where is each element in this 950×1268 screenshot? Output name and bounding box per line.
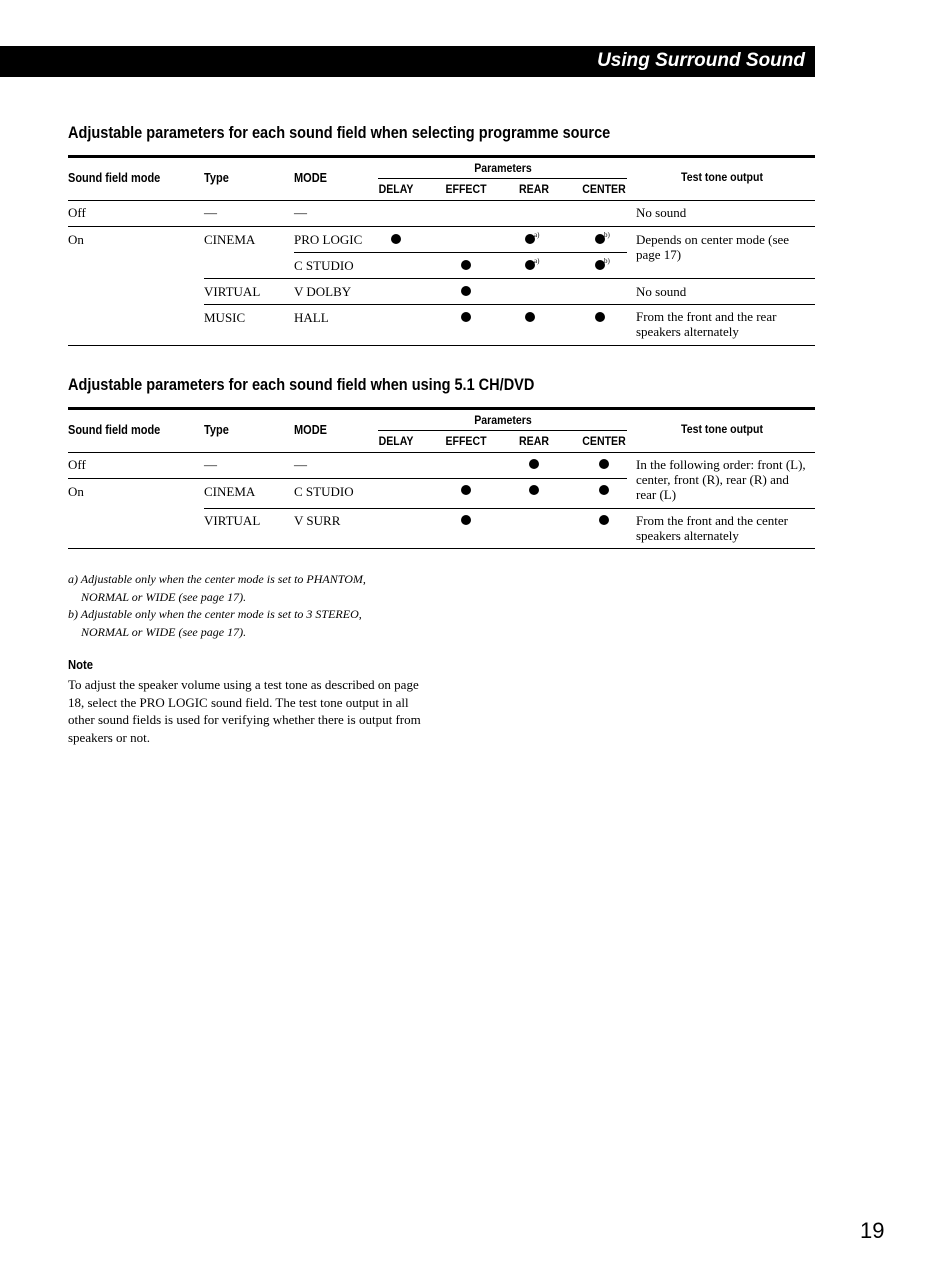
section-header-title: Using Surround Sound <box>597 50 805 71</box>
cell-sfm: On <box>68 484 84 499</box>
header-sound-field-mode: Sound field mode <box>68 171 161 185</box>
bullet-dot <box>595 312 605 322</box>
table-top-rule <box>68 407 815 410</box>
header-parameters: Parameters <box>474 161 532 175</box>
bullet-dot <box>391 234 401 244</box>
bullet-dot <box>461 515 471 525</box>
table2-title: Adjustable parameters for each sound field when using 5.1 CH/DVD <box>68 376 535 394</box>
table-top-rule <box>68 155 815 158</box>
bullet-dot <box>595 231 610 244</box>
cell-sfm: Off <box>68 205 86 220</box>
cell-type: — <box>204 205 217 220</box>
cell-mode: HALL <box>294 310 329 325</box>
section-header-bar <box>0 46 815 77</box>
bullet-dot <box>461 485 471 495</box>
cell-test-tone: Depends on center mode (see page 17) <box>636 232 790 262</box>
row-rule <box>204 278 815 279</box>
bullet-dot <box>461 286 471 296</box>
parameters-rule <box>378 178 627 179</box>
cell-test-tone: From the front and the rear speakers alternately <box>636 309 777 339</box>
bullet-dot <box>529 459 539 469</box>
note-text: To adjust the speaker volume using a test tone as described on page 18, select the PRO LOGIC sound field. The test tone output in all other sound fields is used for verifying whether there is output from speakers or not. <box>68 677 421 745</box>
header-rear: REAR <box>519 182 549 196</box>
cell-sfm: Off <box>68 457 86 472</box>
bullet-dot <box>461 312 471 322</box>
cell-type: CINEMA <box>204 232 256 247</box>
bullet-dot <box>461 260 471 270</box>
header-bottom-rule <box>68 200 815 201</box>
bullet-dot <box>525 257 540 270</box>
cell-mode: PRO LOGIC <box>294 232 363 247</box>
table1 <box>68 155 815 347</box>
header-test-tone: Test tone output <box>681 422 763 436</box>
header-bottom-rule <box>68 452 815 453</box>
footnote-ref: b) <box>604 257 610 265</box>
parameters-rule <box>378 430 627 431</box>
footnote-b-cont: NORMAL or WIDE (see page 17). <box>81 625 247 639</box>
header-sound-field-mode: Sound field mode <box>68 423 161 437</box>
cell-type: MUSIC <box>204 310 246 325</box>
header-mode: MODE <box>294 423 327 437</box>
bullet-dot <box>529 485 539 495</box>
cell-mode: V DOLBY <box>294 284 352 299</box>
cell-type: CINEMA <box>204 484 256 499</box>
header-type: Type <box>204 171 229 185</box>
note-heading: Note <box>68 658 94 672</box>
footnote-ref: a) <box>534 231 540 239</box>
footnote-ref: a) <box>534 257 540 265</box>
bullet-dot <box>599 515 609 525</box>
footnote-ref: b) <box>604 231 610 239</box>
header-effect: EFFECT <box>445 182 487 196</box>
header-mode: MODE <box>294 171 327 185</box>
cell-mode: C STUDIO <box>294 484 354 499</box>
cell-test-tone: In the following order: front (L), center, front (R), rear (R) and rear (L) <box>636 457 806 502</box>
row-rule <box>68 226 815 227</box>
bullet-dot <box>525 231 540 244</box>
page-number: 19 <box>860 1218 885 1243</box>
cell-mode: C STUDIO <box>294 258 354 273</box>
cell-mode: — <box>294 205 307 220</box>
bullet-dot <box>599 485 609 495</box>
table-bottom-rule <box>68 548 815 549</box>
table-bottom-rule <box>68 345 815 346</box>
bullet-dot <box>599 459 609 469</box>
row-rule <box>204 304 815 305</box>
bullet-dot <box>525 312 535 322</box>
footnote-a: a) Adjustable only when the center mode is set to PHANTOM, <box>68 572 366 586</box>
header-effect: EFFECT <box>445 434 487 448</box>
row-rule <box>294 252 627 253</box>
header-type: Type <box>204 423 229 437</box>
cell-test-tone: From the front and the center speakers alternately <box>636 513 788 543</box>
cell-test-tone: No sound <box>636 205 687 220</box>
header-center: CENTER <box>582 434 626 448</box>
table1-title: Adjustable parameters for each sound field when selecting programme source <box>68 124 611 142</box>
cell-mode: V SURR <box>294 513 341 528</box>
cell-type: VIRTUAL <box>204 513 261 528</box>
footnote-b: b) Adjustable only when the center mode is set to 3 STEREO, <box>68 607 362 621</box>
row-rule <box>68 478 627 479</box>
header-rear: REAR <box>519 434 549 448</box>
footnote-a-cont: NORMAL or WIDE (see page 17). <box>81 590 247 604</box>
cell-type: — <box>204 457 217 472</box>
row-rule <box>204 508 815 509</box>
header-parameters: Parameters <box>474 413 532 427</box>
cell-mode: — <box>294 457 307 472</box>
header-center: CENTER <box>582 182 626 196</box>
table2 <box>68 407 815 552</box>
bullet-dot <box>595 257 610 270</box>
cell-test-tone: No sound <box>636 284 687 299</box>
header-delay: DELAY <box>378 434 414 448</box>
header-delay: DELAY <box>378 182 414 196</box>
cell-type: VIRTUAL <box>204 284 261 299</box>
header-test-tone: Test tone output <box>681 170 763 184</box>
cell-sfm: On <box>68 232 84 247</box>
